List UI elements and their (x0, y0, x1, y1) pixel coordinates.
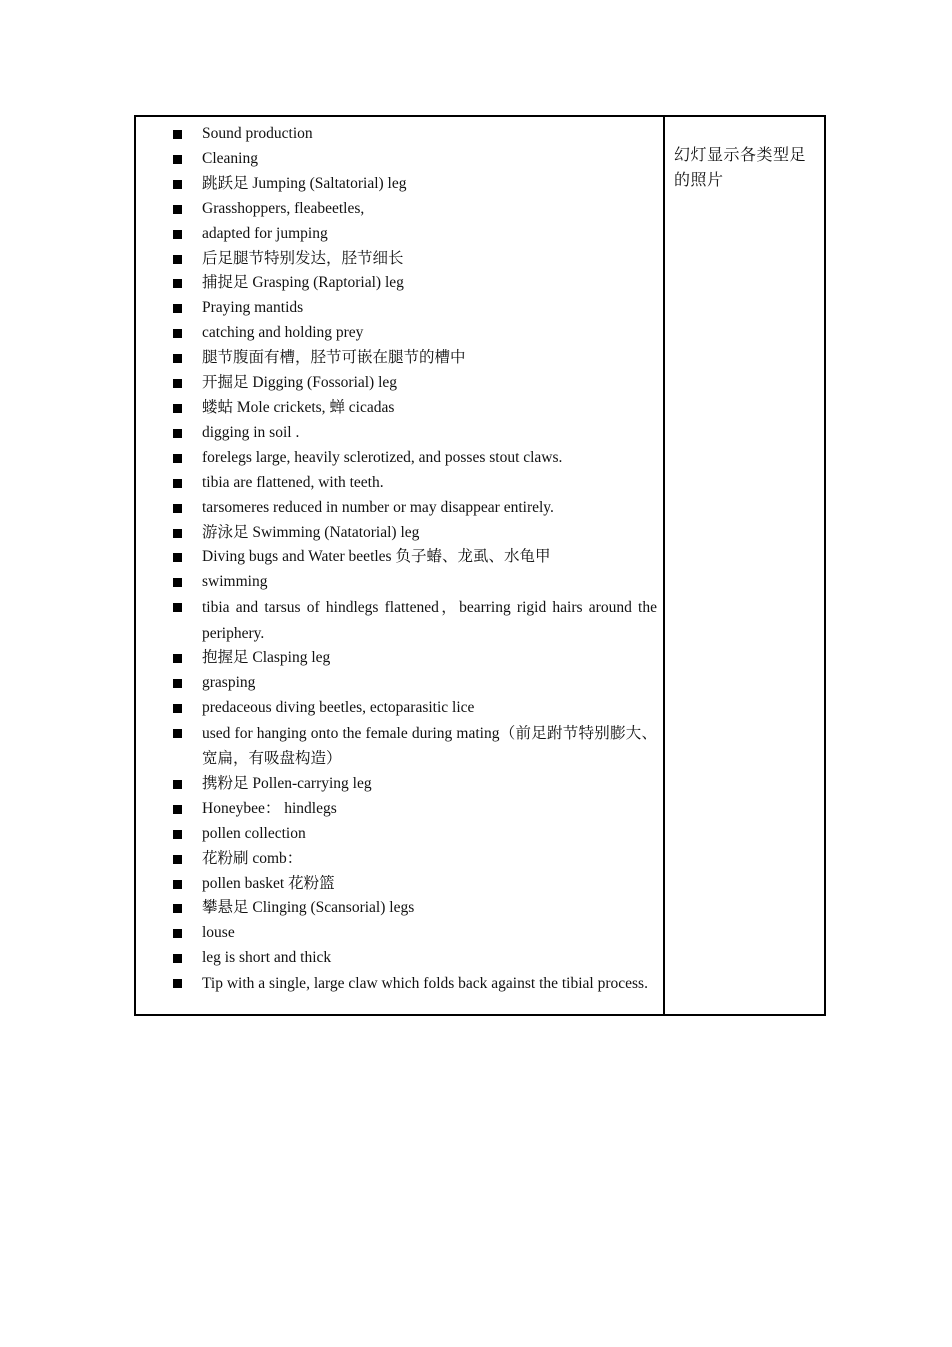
list-item-text: Diving bugs and Water beetles 负子蝽、龙虱、水龟甲 (202, 548, 551, 566)
list-item (136, 147, 657, 172)
list-item-text: 蝼蛄 Mole crickets, 蝉 cicadas (202, 398, 395, 416)
bullet-square-icon (173, 279, 182, 288)
list-item-text: Praying mantids (202, 299, 304, 317)
list-item-text: adapted for jumping (202, 224, 328, 242)
list-item (136, 896, 657, 921)
bullet-square-icon (173, 504, 182, 513)
list-item (136, 197, 657, 222)
bullet-square-icon (173, 130, 182, 139)
list-item (136, 545, 657, 570)
list-item-text: grasping (202, 674, 256, 692)
list-item-text: Honeybee： hindlegs (202, 799, 337, 817)
list-item (136, 296, 657, 321)
list-item-text: leg is short and thick (202, 949, 332, 967)
list-item (136, 247, 657, 272)
list-item-text: 跳跃足 Jumping (Saltatorial) leg (202, 174, 407, 192)
list-item-text: catching and holding prey (202, 324, 364, 342)
list-item (136, 396, 657, 421)
list-item-text: Grasshoppers, fleabeetles, (202, 199, 365, 217)
bullet-square-icon (173, 704, 182, 713)
list-item-text: 腿节腹面有槽，胫节可嵌在腿节的槽中 (202, 349, 466, 367)
list-item (136, 595, 657, 646)
table-row (135, 116, 825, 1015)
bullet-square-icon (173, 855, 182, 864)
bullet-square-icon (173, 230, 182, 239)
list-item-text: forelegs large, heavily sclerotized, and posses stout claws. (202, 448, 563, 466)
bullet-square-icon (173, 979, 182, 988)
bullet-square-icon (173, 404, 182, 413)
bullet-square-icon (173, 904, 182, 913)
bullet-square-icon (173, 603, 182, 612)
list-item-text: 攀悬足 Clinging (Scansorial) legs (202, 899, 415, 917)
list-item-text: pollen collection (202, 824, 306, 842)
list-item-text: Tip with a single, large claw which folds back against the tibial process. (202, 975, 648, 993)
bullet-square-icon (173, 830, 182, 839)
bullet-square-icon (173, 454, 182, 463)
list-item (136, 696, 657, 721)
bullet-square-icon (173, 155, 182, 164)
list-item (136, 172, 657, 197)
bullet-square-icon (173, 479, 182, 488)
bullet-square-icon (173, 255, 182, 264)
bullet-square-icon (173, 729, 182, 738)
list-item-text: Cleaning (202, 149, 258, 167)
bullet-square-icon (173, 553, 182, 562)
list-item-text: tarsomeres reduced in number or may disappear entirely. (202, 498, 554, 516)
list-item-text: 游泳足 Swimming (Natatorial) leg (202, 523, 420, 541)
bullet-square-icon (173, 329, 182, 338)
list-item (136, 496, 657, 521)
list-item-text: digging in soil . (202, 423, 300, 441)
list-item (136, 521, 657, 546)
list-item-text: 捕捉足 Grasping (Raptorial) leg (202, 274, 404, 292)
bullet-square-icon (173, 354, 182, 363)
list-item (136, 222, 657, 247)
list-item-text: louse (202, 924, 235, 942)
bullet-square-icon (173, 379, 182, 388)
bullet-square-icon (173, 805, 182, 814)
bullet-square-icon (173, 929, 182, 938)
list-item (136, 921, 657, 946)
bullet-list (136, 117, 663, 997)
note-cell (664, 116, 825, 1015)
bullet-square-icon (173, 304, 182, 313)
list-item (136, 946, 657, 971)
list-item (136, 271, 657, 296)
list-item-text: tibia and tarsus of hindlegs flattened，bearring rigid hairs around the periphery. (202, 599, 657, 642)
bullet-square-icon (173, 954, 182, 963)
list-item-text: 后足腿节特别发达，胫节细长 (202, 249, 404, 267)
list-item-text: 开掘足 Digging (Fossorial) leg (202, 374, 398, 392)
list-item (136, 721, 657, 772)
list-item (136, 797, 657, 822)
list-item (136, 570, 657, 595)
list-item-text: pollen basket 花粉篮 (202, 874, 335, 892)
bullet-square-icon (173, 429, 182, 438)
list-item (136, 371, 657, 396)
list-item-text: tibia are flattened, with teeth. (202, 473, 384, 491)
list-item (136, 772, 657, 797)
bullet-square-icon (173, 880, 182, 889)
list-item-text: 抱握足 Clasping leg (202, 649, 331, 667)
bullet-square-icon (173, 180, 182, 189)
list-item (136, 421, 657, 446)
bullet-square-icon (173, 654, 182, 663)
list-item (136, 847, 657, 872)
bullet-square-icon (173, 529, 182, 538)
bullet-square-icon (173, 780, 182, 789)
list-item (136, 122, 657, 147)
content-table (134, 115, 826, 1016)
slide-note: 幻灯显示各类型足的照片 (674, 147, 807, 189)
list-item-text: used for hanging onto the female during mating（前足跗节特别膨大、宽扁，有吸盘构造） (202, 724, 657, 768)
list-item (136, 971, 657, 997)
list-item-text: swimming (202, 573, 268, 591)
bullet-square-icon (173, 205, 182, 214)
list-item (136, 822, 657, 847)
list-item-text: 携粉足 Pollen-carrying leg (202, 774, 372, 792)
list-item (136, 321, 657, 346)
list-item (136, 446, 657, 471)
list-item-text: Sound production (202, 125, 313, 142)
bullet-square-icon (173, 679, 182, 688)
list-item-text: predaceous diving beetles, ectoparasitic lice (202, 699, 475, 717)
list-item (136, 346, 657, 371)
list-item (136, 671, 657, 696)
bullet-square-icon (173, 578, 182, 587)
list-item-text: 花粉刷 comb： (202, 849, 303, 867)
list-item (136, 646, 657, 671)
list-item (136, 471, 657, 496)
list-item (136, 872, 657, 897)
bullet-list-cell (135, 116, 664, 1015)
